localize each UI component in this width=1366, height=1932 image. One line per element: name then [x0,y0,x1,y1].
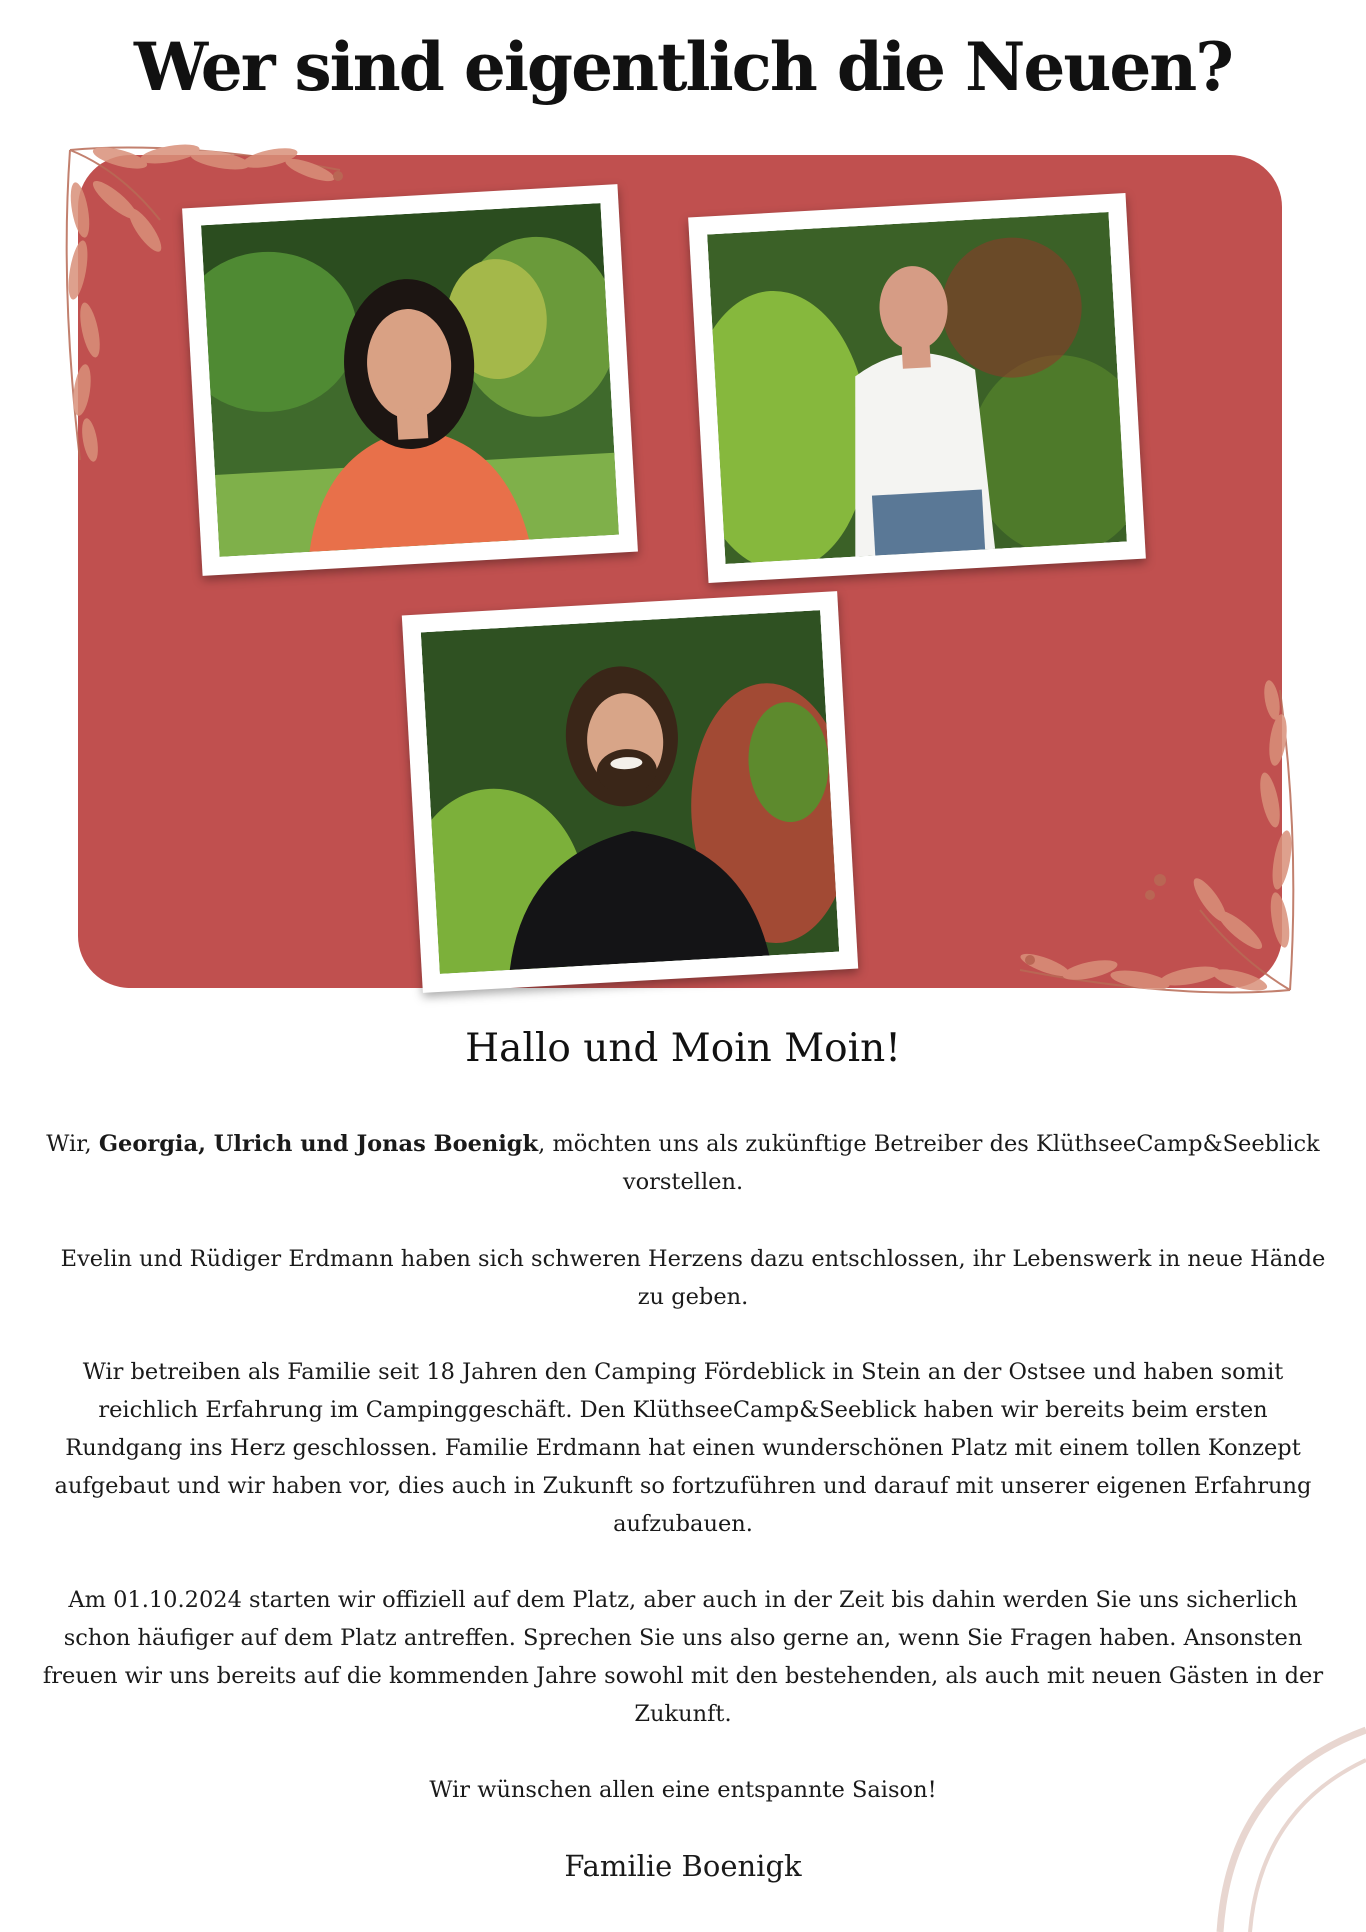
photo-georgia [182,184,638,576]
page-title: Wer sind eigentlich die Neuen? [134,28,1232,106]
swirl-decoration-icon [1190,1720,1366,1932]
experience-paragraph: Wir betreiben als Familie seit 18 Jahren den Camping Fördeblick in Stein an der Ostsee und haben somit reichlich Erfahrung im Campinggeschäft. Den KlüthseeCamp&Seeblick haben wir bereits beim ersten Rundgang ins Herz geschlossen. Familie Erdmann hat einen wunderschönen Platz mit einem tollen Konzept aufgebaut und wir haben vor, dies auch in Zukunft so fortzuführen und darauf mit unserer eigenen Erfahrung aufzubauen. [54,1359,1312,1537]
signature: Familie Boenigk [564,1849,802,1883]
photo-ulrich [688,193,1146,583]
family-names: Georgia, Ulrich und Jonas Boenigk [98,1131,539,1157]
portrait-young-man-icon [421,610,839,974]
photo-jonas [402,591,858,993]
start-date-paragraph: Am 01.10.2024 starten wir offiziell auf dem Platz, aber auch in der Zeit bis dahin werden Sie uns sicherlich schon häufiger auf dem Platz antreffen. Sprechen Sie uns also gerne an, wenn Sie Fragen haben. Ansonsten freuen wir uns bereits auf die kommenden Jahre sowohl mit den bestehenden, als auch mit neuen Gästen in der Zukunft. [42,1587,1324,1727]
leaves-decoration-icon [1000,680,1300,1000]
portrait-woman-icon [201,203,619,557]
portrait-man-icon [707,212,1127,564]
intro-text-end: , möchten uns als zukünftige Betreiber des KlüthseeCamp&Seeblick vorstellen. [538,1131,1320,1195]
season-wish: Wir wünschen allen eine entspannte Saison! [429,1777,937,1803]
intro-paragraph [40,1125,1326,1201]
erdmann-paragraph: Evelin und Rüdiger Erdmann haben sich schweren Herzens dazu entschlossen, ihr Lebenswerk in neue Hände zu geben. [60,1246,1326,1310]
greeting-heading: Hallo und Moin Moin! [465,1026,901,1071]
intro-text-start: Wir, [46,1131,99,1157]
